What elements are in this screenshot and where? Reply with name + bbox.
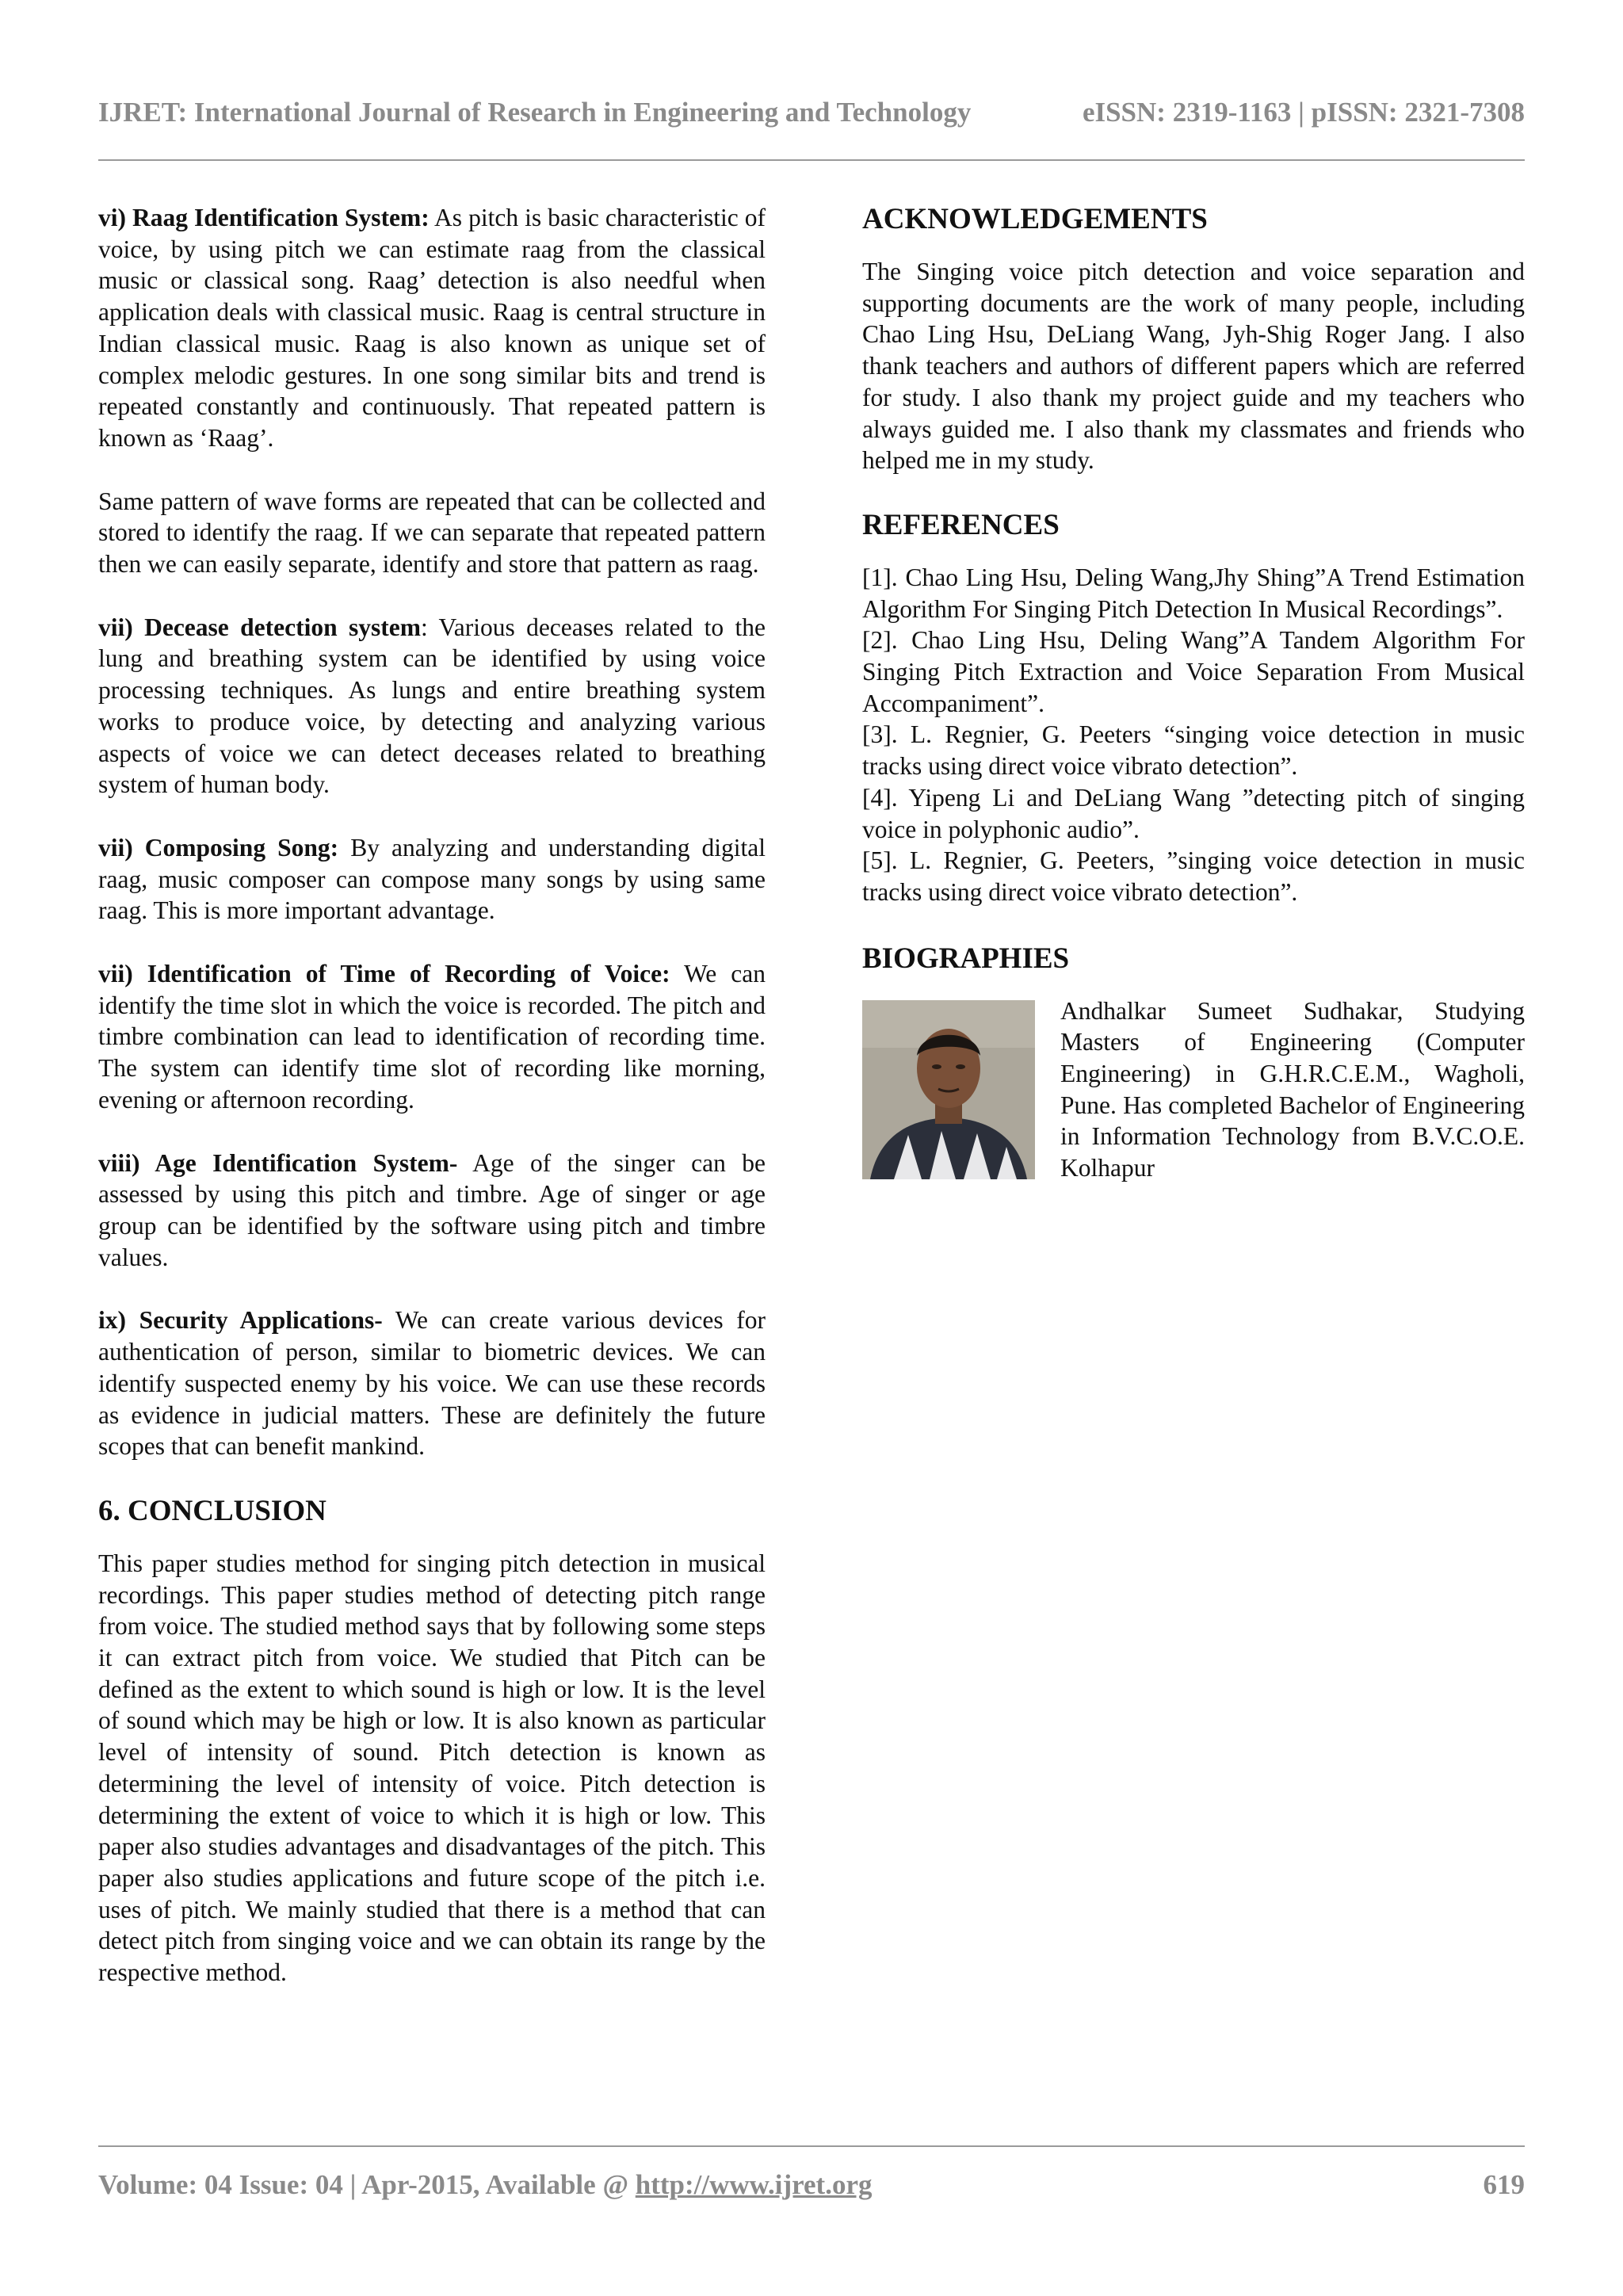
- decease-title: vii) Decease detection system: [98, 613, 421, 641]
- conclusion-text: This paper studies method for singing pitch detection in musical recordings. This paper studies method of detecting pitch range from voice. The studied method says that by following some steps it can extract pitch from voice. We studied that Pitch can be defined as the extent to which sound is high or low. It is the level of sound which may be high or low. It is also known as particular level of intensity of sound. Pitch detection is known as determining the level of intensity of voice. Pitch detection is determining the extent of voice to which it is high or low. This paper also studies advantages and disadvantages of the pitch. This paper also studies applications and future scope of the pitch i.e. uses of pitch. We mainly studied that there is a method that can detect pitch from singing voice and we can obtain its range by the respective method.: [98, 1549, 766, 1987]
- raag-title: vi) Raag Identification System:: [98, 204, 430, 231]
- page-number: 619: [1483, 2169, 1525, 2200]
- biography-text: Andhalkar Sumeet Sudhakar, Studying Masters of Engineering (Computer Engineering) in G.H.R.C.E.M., Wagholi, Pune. Has completed Bachelor of Engineering in Information Technology from B.V.C.O.E. Kolhapur: [1060, 996, 1525, 1182]
- header-divider: [98, 159, 1525, 161]
- journal-link[interactable]: http://www.ijret.org: [635, 2169, 873, 2200]
- acknowledgements-text: The Singing voice pitch detection and voice separation and supporting documents are the work of many people, including Chao Ling Hsu, DeLiang Wang, Jyh-Shig Roger Jang. I also thank teachers and authors of different papers which are referred for study. I also thank my project guide and my teachers who always guided me. I also thank my classmates and friends who helped me in my study.: [862, 258, 1525, 475]
- page-header: [98, 97, 1525, 128]
- biography-entry: [862, 995, 1525, 1216]
- composing-title: vii) Composing Song:: [98, 833, 339, 861]
- footer-divider: [98, 2145, 1525, 2147]
- reference-item: [5]. L. Regnier, G. Peeters, ”singing voice detection in music tracks using direct voice vibrato detection”.: [862, 846, 1525, 906]
- right-column: [862, 202, 1525, 1216]
- security-title: ix) Security Applications-: [98, 1306, 383, 1335]
- reference-item: [2]. Chao Ling Hsu, Deling Wang”A Tandem Algorithm For Singing Pitch Extraction and Voice Separation From Musical Accompaniment”.: [862, 626, 1525, 717]
- journal-title: IJRET: International Journal of Research in Engineering and Technology: [98, 97, 972, 128]
- reference-item: [4]. Yipeng Li and DeLiang Wang ”detecting pitch of singing voice in polyphonic audio”.: [862, 783, 1525, 843]
- author-portrait-icon: [862, 1000, 1035, 1179]
- paragraph-security: ix) Security Applications- We can create various devices for authentication of person, similar to biometric devices. We can identify suspected enemy by his voice. We can use these records as evidence in judicial matters. These are definitely the future scopes that can benefit mankind.: [98, 1306, 766, 1461]
- volume-info: Volume: 04 Issue: 04 | Apr-2015, Available @ http://www.ijret.org: [98, 2169, 873, 2200]
- page-footer: [98, 2169, 1525, 2201]
- paragraph-raag-pattern: Same pattern of wave forms are repeated that can be collected and stored to identify the raag. If we can separate that repeated pattern then we can easily separate, identify and store that pattern as raag.: [98, 487, 766, 579]
- conclusion-heading: 6. CONCLUSION: [98, 1494, 327, 1527]
- reference-item: [3]. L. Regnier, G. Peeters “singing voice detection in music tracks using direct voice vibrato detection”.: [862, 720, 1525, 781]
- time-recording-title: vii) Identification of Time of Recording of Voice:: [98, 960, 670, 988]
- biographies-heading: BIOGRAPHIES: [862, 942, 1070, 975]
- paragraph-decease: vii) Decease detection system: Various deceases related to the lung and breathing system can be identified by using voice processing techniques. As lungs and entire breathing system works to produce voice, by detecting and analyzing various aspects of voice we can detect deceases related to breathing system of human body.: [98, 613, 766, 799]
- paragraph-time-recording: vii) Identification of Time of Recording of Voice: We can identify the time slot in which the voice is recorded. The pitch and timbre combination can lead to identification of recording time. The system can identify time slot of recording like morning, evening or afternoon recording.: [98, 960, 766, 1114]
- paragraph-raag: vi) Raag Identification System: As pitch is basic characteristic of voice, by using pitch we can estimate raag from the classical music or classical song. Raag’ detection is also needful when application deals with classical music. Raag is central structure in Indian classical music. Raag is also known as unique set of complex melodic gestures. In one song similar bits and trend is repeated constantly and continuously. That repeated pattern is known as ‘Raag’.: [98, 204, 766, 452]
- author-photo: [862, 1000, 1035, 1179]
- reference-list: [862, 562, 1525, 908]
- paragraph-composing: vii) Composing Song: By analyzing and understanding digital raag, music composer can compose many songs by using same raag. This is more important advantage.: [98, 833, 766, 925]
- references-heading: REFERENCES: [862, 508, 1060, 541]
- issn-info: eISSN: 2319-1163 | pISSN: 2321-7308: [1082, 97, 1525, 128]
- paragraph-age: viii) Age Identification System- Age of the singer can be assessed by using this pitch and timbre. Age of singer or age group can be identified by the software using pitch and timbre values.: [98, 1148, 766, 1271]
- left-column: [98, 202, 766, 2020]
- acknowledgements-heading: ACKNOWLEDGEMENTS: [862, 203, 1208, 235]
- age-title: viii) Age Identification System-: [98, 1148, 458, 1177]
- reference-item: [1]. Chao Ling Hsu, Deling Wang,Jhy Shing”A Trend Estimation Algorithm For Singing Pitch Detection In Musical Recordings”.: [862, 563, 1525, 623]
